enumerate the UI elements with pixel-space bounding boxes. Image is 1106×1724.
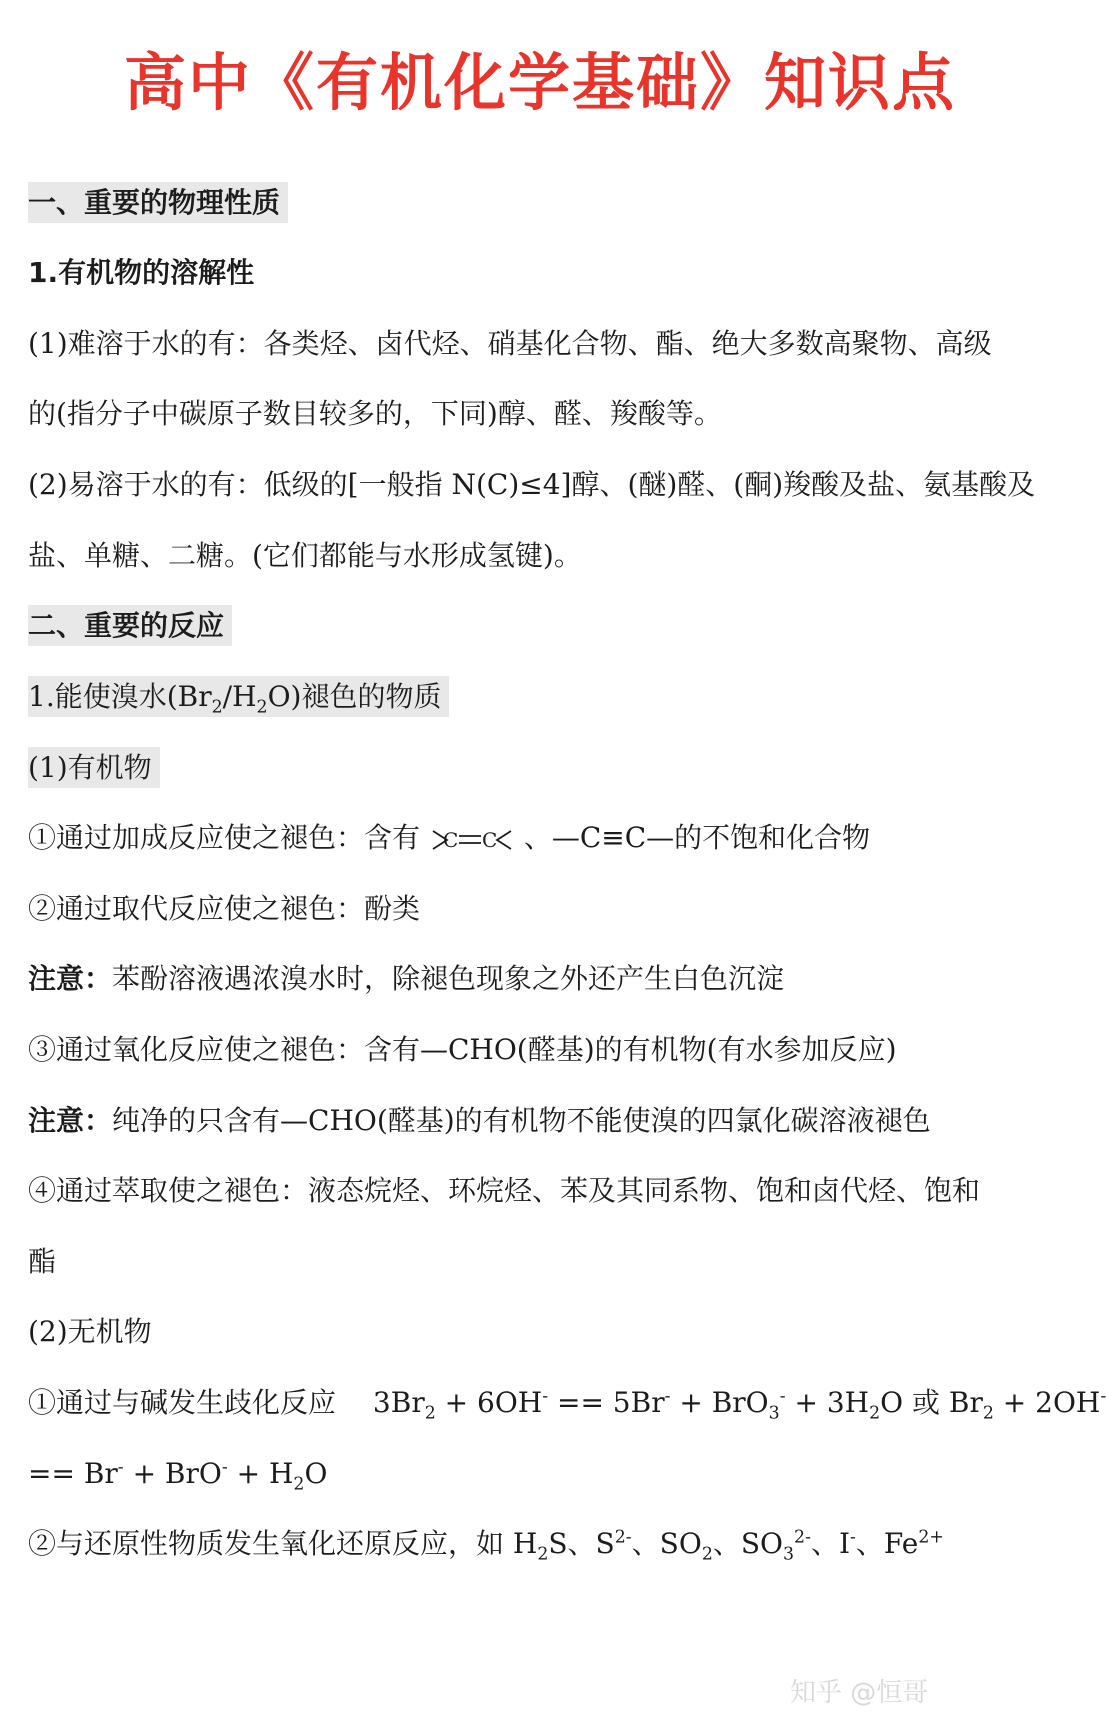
- subscript: 2: [211, 697, 223, 718]
- svg-text:C: C: [442, 827, 459, 852]
- item-extraction-a: ④通过萃取使之褪色：液态烷烃、环烷烃、苯及其同系物、饱和卤代烃、饱和: [28, 1174, 981, 1207]
- item-disproportionation-label: ①通过与碱发生歧化反应: [28, 1386, 337, 1419]
- subheading-bromine-water-text: [28, 676, 449, 717]
- formula-part: 1.能使溴水(Br: [28, 680, 212, 713]
- note-label: 注意：: [28, 962, 113, 995]
- note-label: 注意：: [28, 1104, 113, 1137]
- note-text: 纯净的只含有—CHO(醛基)的有机物不能使溴的四氯化碳溶液褪色: [112, 1104, 931, 1137]
- equation-1: $3Br_2 + 6OH^- == 5Br^- + BrO_3^- + 3H_2O$ 或 $Br_2 + 2OH^-$: [372, 1386, 1106, 1424]
- subheading-solubility: 1.有机物的溶解性: [28, 256, 255, 289]
- item-redox: ②与还原性物质发生氧化还原反应，如 $H_2S$、$S^{2-}$、$SO_2$、$SO_3^{2-}$、I-、$Fe^{2+}$: [28, 1527, 944, 1565]
- item-extraction-b: 酯: [28, 1245, 57, 1278]
- section-heading-1: [28, 183, 288, 223]
- subheading-bromine-water: [28, 677, 449, 717]
- item-oxidation: ③通过氧化反应使之褪色：含有—CHO(醛基)的有机物(有水参加反应): [28, 1033, 897, 1066]
- item-addition-text: ①通过加成反应使之褪色：含有: [28, 821, 421, 854]
- item-addition-text-2: 、—C≡C—的不饱和化合物: [523, 821, 871, 854]
- item-addition-reaction: [28, 818, 870, 858]
- paragraph-2b: 盐、单糖、二糖。(它们都能与水形成氢键)。: [28, 539, 582, 572]
- section-heading-1-text: 一、重要的物理性质: [28, 182, 288, 223]
- note-1: [28, 959, 784, 999]
- item-substitution: ②通过取代反应使之褪色：酚类: [28, 892, 421, 925]
- equation-1-continued: == $Br^- + BrO^- + H_2O$: [28, 1457, 328, 1495]
- paragraph-1b: 的(指分子中碳原子数目较多的，下同)醇、醛、羧酸等。: [28, 397, 722, 430]
- paragraph-1a: (1)难溶于水的有：各类烃、卤代烃、硝基化合物、酯、绝大多数高聚物、高级: [28, 327, 992, 360]
- page-title: 高中《有机化学基础》知识点: [123, 46, 956, 119]
- note-2: [28, 1101, 931, 1141]
- paragraph-2a: (2)易溶于水的有：低级的[一般指 N(C)≤4]醇、(醚)醛、(酮)羧酸及盐、氨基酸及: [28, 468, 1036, 501]
- organic-heading: [28, 748, 160, 788]
- organic-heading-text: (1)有机物: [28, 747, 160, 788]
- section-heading-2-text: 二、重要的反应: [28, 605, 232, 646]
- subscript: 2: [256, 697, 268, 718]
- svg-text:C: C: [481, 827, 498, 852]
- watermark: 知乎 @恒哥: [790, 1678, 929, 1708]
- formula-part: O)褪色的物质: [267, 680, 442, 713]
- inorganic-heading: (2)无机物: [28, 1315, 152, 1348]
- note-text: 苯酚溶液遇浓溴水时，除褪色现象之外还产生白色沉淀: [112, 962, 785, 995]
- item-redox-text: ②与还原性物质发生氧化还原反应，如 H: [28, 1527, 538, 1560]
- item-disproportionation: [28, 1383, 1106, 1423]
- section-heading-2: [28, 606, 232, 646]
- formula-part: /H: [222, 680, 257, 713]
- carbon-double-bond-icon: [429, 825, 515, 855]
